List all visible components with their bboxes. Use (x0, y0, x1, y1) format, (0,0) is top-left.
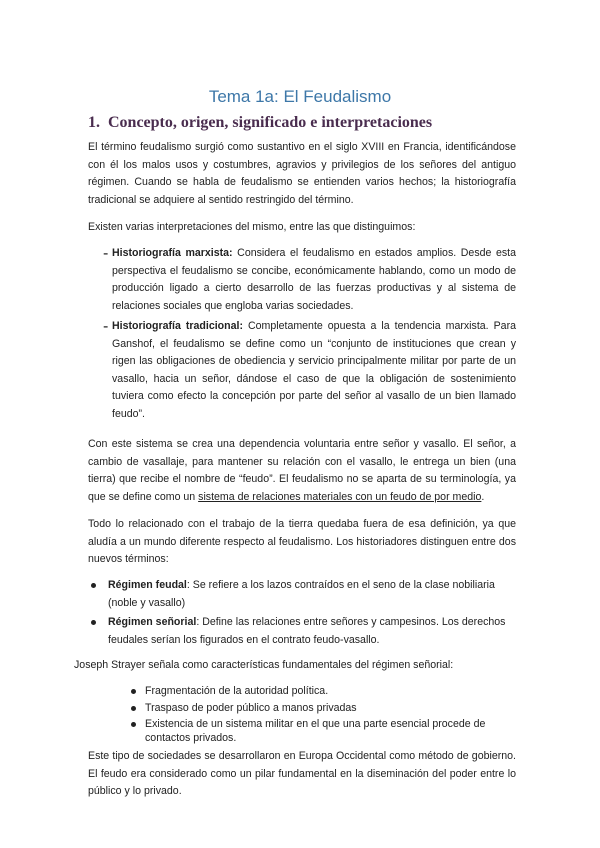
section-heading-text: Concepto, origen, significado e interpretaciones (108, 114, 433, 131)
list-item: Traspaso de poder público a manos privadas (130, 702, 518, 716)
list-item-marxista (103, 245, 516, 315)
sistema-underlined: sistema de relaciones materiales con un feudo de por medio (198, 490, 482, 503)
dash-marker: - (103, 245, 109, 262)
list-item: Existencia de un sistema militar en el que una parte esencial procede de contactos privados. (130, 718, 518, 745)
sistema-end: . (481, 490, 485, 503)
text-regimen-senorial: : Define las relaciones entre señores y campesinos. Los derechos feudales serían los figurados en el contrato feudo-vasallo. (108, 616, 506, 646)
dash-marker: - (103, 318, 109, 335)
list-item (88, 577, 516, 612)
document-title: Tema 1a: El Feudalismo (208, 87, 392, 106)
text-tradicional: Completamente opuesta a la tendencia marxista. Para Ganshof, el feudalismo se define como un “conjunto de instituciones que crean y rigen las obligaciones de obediencia y servicio principalmente militar por parte de un vasallo, hacia un señor, dándose el caso de que la obligación de sostenimiento tuviera como efecto la concepción por parte del señor al vasallo de un bien llamado feudo”. (112, 320, 516, 420)
term-marxista: Historiografía marxista: (112, 247, 233, 259)
paragraph-trabajo: Todo lo relacionado con el trabajo de la tierra quedaba fuera de esa definición, ya que aludía a un mundo diferente respecto al feudalismo. Los historiadores distinguen entre dos nuevos términos: (88, 518, 516, 565)
list-item-tradicional (103, 318, 516, 423)
section-heading (88, 113, 432, 133)
list-item: Fragmentación de la autoridad política. (130, 685, 518, 699)
term-regimen-feudal: Régimen feudal (108, 579, 187, 591)
sistema-text: Con este sistema se crea una dependencia voluntaria entre señor y vasallo. El señor, a cambio de vasallaje, para mantener su relación con el vasallo, le entrega un bien (una tierra) que recibe el nombre de “feudo”. El feudalismo no se aparta de su terminología, ya que se define como un (88, 438, 516, 503)
paragraph-intro: El término feudalismo surgió como sustantivo en el siglo XVIII en Francia, identificándose con él los malos usos y costumbres, agravios y privilegios de los señores del antiguo régimen. Cuando se habla de feudalismo se entienden varios hechos; la historiografía tradicional se adquiere al sentido restringido del término. (88, 141, 516, 206)
term-tradicional: Historiografía tradicional: (112, 320, 243, 332)
text-marxista: Considera el feudalismo en estados amplios. Desde esta perspectiva el feudalismo se concibe, económicamente hablando, como un modo de producción ligado a cierto desarrollo de las fuerzas productivas y al sistema de relaciones sociales que engloba varias sociedades. (112, 247, 517, 312)
regimen-list (88, 577, 516, 649)
section-number: 1. (88, 114, 100, 131)
text-regimen-feudal: : Se refiere a los lazos contraídos en el seno de la clase nobiliaria (noble y vasallo) (108, 579, 495, 609)
strayer-list (130, 685, 518, 745)
paragraph-interpretaciones: Existen varias interpretaciones del mismo, entre las que distinguimos: (88, 221, 416, 233)
paragraph-strayer: Joseph Strayer señala como características fundamentales del régimen señorial: (74, 659, 454, 671)
list-item (88, 614, 516, 649)
paragraph-final: Este tipo de sociedades se desarrollaron en Europa Occidental como método de gobierno. El feudo era considerado como un pilar fundamental en la diseminación del poder entre lo público y lo privado. (88, 750, 516, 797)
term-regimen-senorial: Régimen señorial (108, 616, 197, 628)
paragraph-sistema (88, 436, 516, 506)
